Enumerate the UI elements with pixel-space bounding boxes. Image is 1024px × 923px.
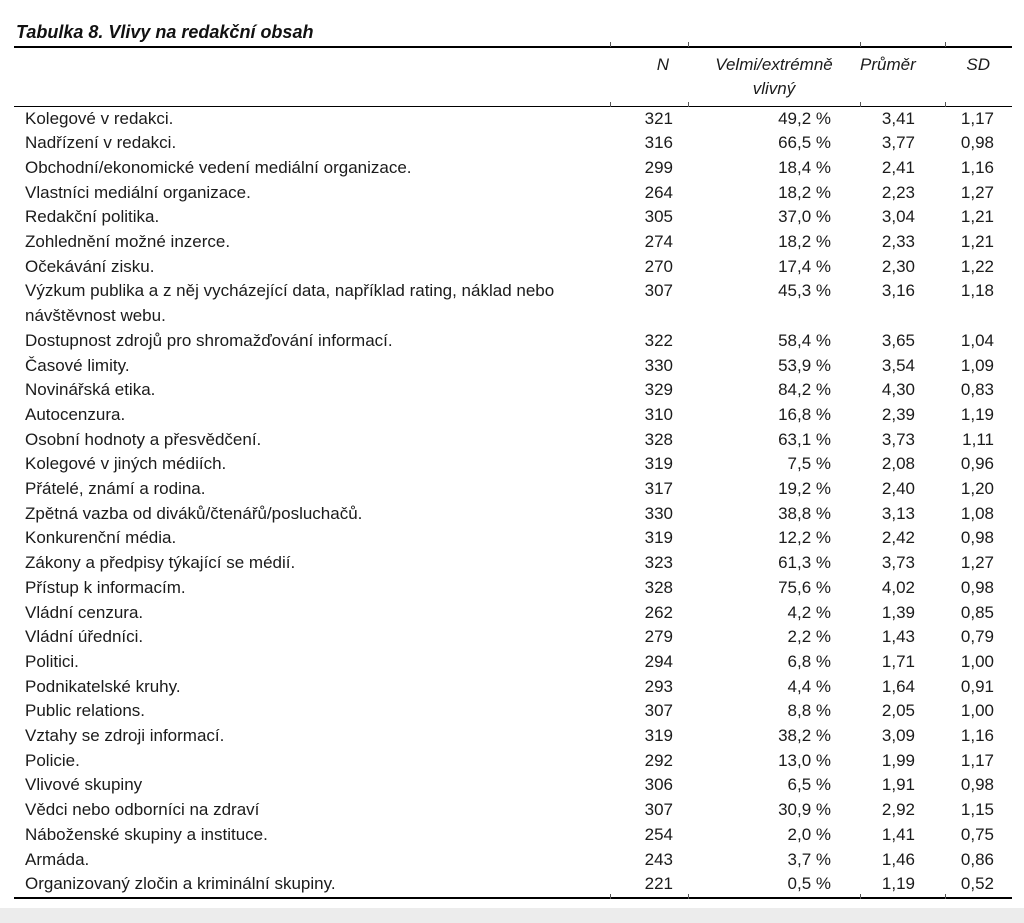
cell-influential: 6,5 % bbox=[787, 775, 831, 795]
row-label: Přístup k informacím. bbox=[25, 577, 186, 597]
table-row bbox=[14, 181, 1012, 206]
row-label: Politici. bbox=[25, 651, 79, 671]
column-boundary-tick bbox=[610, 42, 611, 47]
row-label: Vztahy se zdroji informací. bbox=[25, 726, 225, 746]
cell-mean: 2,33 bbox=[881, 232, 915, 252]
cell-influential: 18,2 % bbox=[778, 232, 831, 252]
cell-mean: 3,77 bbox=[881, 133, 915, 153]
cell-sd: 1,27 bbox=[960, 553, 994, 573]
cell-sd: 0,86 bbox=[960, 849, 994, 869]
cell-mean: 2,05 bbox=[881, 701, 915, 721]
table-row bbox=[14, 576, 1012, 601]
cell-n: 305 bbox=[644, 207, 673, 227]
cell-influential: 13,0 % bbox=[778, 750, 831, 770]
table-row bbox=[14, 378, 1012, 403]
row-label: Armáda. bbox=[25, 849, 90, 869]
cell-sd: 1,21 bbox=[960, 232, 994, 252]
cell-n: 328 bbox=[644, 577, 673, 597]
row-label: Public relations. bbox=[25, 701, 146, 721]
row-label: Organizovaný zločin a kriminální skupiny. bbox=[25, 874, 336, 894]
table-row bbox=[14, 724, 1012, 749]
cell-influential: 37,0 % bbox=[778, 207, 831, 227]
cell-mean: 2,08 bbox=[881, 454, 915, 474]
cell-sd: 1,16 bbox=[960, 726, 994, 746]
table-row bbox=[14, 798, 1012, 823]
cell-mean: 2,23 bbox=[881, 182, 915, 202]
column-boundary-tick bbox=[860, 102, 861, 107]
table-row bbox=[14, 601, 1012, 626]
cell-sd: 1,17 bbox=[960, 108, 994, 128]
row-label: Časové limity. bbox=[25, 355, 130, 375]
cell-sd: 1,00 bbox=[960, 701, 994, 721]
cell-sd: 0,98 bbox=[960, 528, 994, 548]
cell-influential: 17,4 % bbox=[778, 256, 831, 276]
cell-influential: 2,2 % bbox=[787, 627, 831, 647]
table-row bbox=[14, 848, 1012, 873]
influences-table bbox=[14, 46, 1012, 899]
cell-influential: 3,7 % bbox=[787, 849, 831, 869]
cell-sd: 1,21 bbox=[960, 207, 994, 227]
table-row bbox=[14, 625, 1012, 650]
row-label: Přátelé, známí a rodina. bbox=[25, 479, 206, 499]
row-label: Vládní cenzura. bbox=[25, 602, 144, 622]
cell-mean: 3,04 bbox=[881, 207, 915, 227]
row-label: Náboženské skupiny a instituce. bbox=[25, 824, 268, 844]
row-label: Podnikatelské kruhy. bbox=[25, 676, 181, 696]
row-label: Dostupnost zdrojů pro shromažďování informací. bbox=[25, 330, 393, 350]
column-boundary-tick bbox=[610, 102, 611, 107]
cell-n: 329 bbox=[644, 380, 673, 400]
cell-n: 270 bbox=[644, 256, 673, 276]
table-row bbox=[14, 452, 1012, 477]
cell-n: 262 bbox=[644, 602, 673, 622]
row-label: Očekávání zisku. bbox=[25, 256, 155, 276]
cell-mean: 2,42 bbox=[881, 528, 915, 548]
row-label: Výzkum publika a z něj vycházející data, například rating, náklad nebo návštěvnost webu. bbox=[25, 281, 555, 326]
cell-n: 293 bbox=[644, 676, 673, 696]
cell-sd: 1,09 bbox=[960, 355, 994, 375]
cell-sd: 0,98 bbox=[960, 133, 994, 153]
table-row bbox=[14, 526, 1012, 551]
cell-influential: 16,8 % bbox=[778, 404, 831, 424]
column-boundary-tick bbox=[945, 42, 946, 47]
table-row bbox=[14, 255, 1012, 280]
cell-sd: 1,16 bbox=[960, 157, 994, 177]
cell-n: 328 bbox=[644, 429, 673, 449]
cell-influential: 58,4 % bbox=[778, 330, 831, 350]
cell-influential: 8,8 % bbox=[787, 701, 831, 721]
cell-n: 279 bbox=[644, 627, 673, 647]
column-boundary-tick bbox=[945, 102, 946, 107]
cell-sd: 0,75 bbox=[960, 824, 994, 844]
cell-influential: 66,5 % bbox=[778, 133, 831, 153]
table-row bbox=[14, 823, 1012, 848]
cell-sd: 1,18 bbox=[960, 281, 994, 301]
row-label: Zpětná vazba od diváků/čtenářů/posluchačů. bbox=[25, 503, 363, 523]
header-row bbox=[14, 47, 1012, 106]
cell-mean: 2,30 bbox=[881, 256, 915, 276]
table-row bbox=[14, 156, 1012, 181]
cell-n: 307 bbox=[644, 281, 673, 301]
cell-mean: 3,13 bbox=[881, 503, 915, 523]
table-row bbox=[14, 403, 1012, 428]
col-header-empty bbox=[14, 47, 610, 106]
cell-n: 322 bbox=[644, 330, 673, 350]
cell-sd: 1,08 bbox=[960, 503, 994, 523]
cell-n: 264 bbox=[644, 182, 673, 202]
column-boundary-tick bbox=[688, 894, 689, 899]
cell-sd: 1,11 bbox=[962, 429, 994, 449]
cell-n: 294 bbox=[644, 651, 673, 671]
table-row bbox=[14, 477, 1012, 502]
cell-mean: 2,39 bbox=[881, 404, 915, 424]
cell-n: 274 bbox=[644, 232, 673, 252]
cell-n: 330 bbox=[644, 503, 673, 523]
table-row bbox=[14, 551, 1012, 576]
cell-n: 243 bbox=[644, 849, 673, 869]
cell-influential: 18,4 % bbox=[778, 157, 831, 177]
row-label: Zohlednění možné inzerce. bbox=[25, 232, 231, 252]
column-boundary-tick bbox=[860, 894, 861, 899]
row-label: Zákony a předpisy týkající se médií. bbox=[25, 553, 296, 573]
cell-n: 319 bbox=[644, 726, 673, 746]
cell-mean: 2,40 bbox=[881, 479, 915, 499]
col-header-sd: SD bbox=[945, 47, 1012, 106]
cell-influential: 6,8 % bbox=[787, 651, 831, 671]
cell-n: 330 bbox=[644, 355, 673, 375]
page-bottom-band bbox=[0, 908, 1024, 923]
cell-influential: 0,5 % bbox=[787, 874, 831, 894]
cell-sd: 0,91 bbox=[960, 676, 994, 696]
cell-sd: 0,83 bbox=[960, 380, 994, 400]
cell-mean: 1,99 bbox=[881, 750, 915, 770]
table-row bbox=[14, 329, 1012, 354]
table-title: Tabulka 8. Vlivy na redakční obsah bbox=[16, 22, 314, 42]
cell-mean: 3,16 bbox=[881, 281, 915, 301]
row-label: Vědci nebo odborníci na zdraví bbox=[25, 800, 260, 820]
cell-mean: 3,73 bbox=[881, 553, 915, 573]
cell-mean: 3,41 bbox=[881, 108, 915, 128]
table-row bbox=[14, 749, 1012, 774]
cell-mean: 1,71 bbox=[881, 651, 915, 671]
cell-influential: 84,2 % bbox=[778, 380, 831, 400]
cell-n: 307 bbox=[644, 701, 673, 721]
cell-sd: 1,22 bbox=[960, 256, 994, 276]
cell-n: 319 bbox=[644, 454, 673, 474]
cell-mean: 3,73 bbox=[881, 429, 915, 449]
cell-sd: 1,17 bbox=[960, 750, 994, 770]
row-label: Kolegové v jiných médiích. bbox=[25, 454, 227, 474]
table-row bbox=[14, 354, 1012, 379]
row-label: Obchodní/ekonomické vedení mediální organizace. bbox=[25, 157, 412, 177]
cell-sd: 1,04 bbox=[960, 330, 994, 350]
table-row bbox=[14, 230, 1012, 255]
cell-influential: 4,2 % bbox=[787, 602, 831, 622]
cell-sd: 0,96 bbox=[960, 454, 994, 474]
cell-mean: 4,30 bbox=[881, 380, 915, 400]
cell-n: 319 bbox=[644, 528, 673, 548]
col-header-mean: Průměr bbox=[860, 47, 945, 106]
cell-mean: 4,02 bbox=[881, 577, 915, 597]
cell-mean: 1,91 bbox=[881, 775, 915, 795]
table-row bbox=[14, 106, 1012, 131]
cell-influential: 38,8 % bbox=[778, 503, 831, 523]
cell-mean: 3,65 bbox=[881, 330, 915, 350]
cell-sd: 0,79 bbox=[960, 627, 994, 647]
row-label: Nadřízení v redakci. bbox=[25, 133, 177, 153]
table-body bbox=[14, 106, 1012, 898]
table-row bbox=[14, 131, 1012, 156]
row-label: Policie. bbox=[25, 750, 80, 770]
cell-influential: 30,9 % bbox=[778, 800, 831, 820]
col-header-influential-label: Velmi/extrémně vlivný bbox=[715, 55, 833, 98]
table-header bbox=[14, 47, 1012, 106]
table-row bbox=[14, 872, 1012, 898]
row-label: Kolegové v redakci. bbox=[25, 108, 174, 128]
table-row bbox=[14, 773, 1012, 798]
cell-influential: 2,0 % bbox=[787, 824, 831, 844]
cell-n: 292 bbox=[644, 750, 673, 770]
cell-n: 321 bbox=[644, 108, 673, 128]
cell-influential: 18,2 % bbox=[778, 182, 831, 202]
table-row bbox=[14, 699, 1012, 724]
cell-influential: 4,4 % bbox=[787, 676, 831, 696]
cell-sd: 0,85 bbox=[960, 602, 994, 622]
cell-influential: 49,2 % bbox=[778, 108, 831, 128]
cell-sd: 0,98 bbox=[960, 577, 994, 597]
cell-n: 316 bbox=[644, 133, 673, 153]
table-container bbox=[14, 46, 1012, 899]
row-label: Autocenzura. bbox=[25, 404, 126, 424]
column-boundary-tick bbox=[688, 42, 689, 47]
cell-mean: 2,92 bbox=[881, 800, 915, 820]
row-label: Konkurenční média. bbox=[25, 528, 177, 548]
cell-influential: 61,3 % bbox=[778, 553, 831, 573]
cell-n: 221 bbox=[644, 874, 673, 894]
cell-mean: 2,41 bbox=[881, 157, 915, 177]
table-row bbox=[14, 428, 1012, 453]
column-boundary-tick bbox=[610, 894, 611, 899]
table-row bbox=[14, 650, 1012, 675]
cell-mean: 1,46 bbox=[881, 849, 915, 869]
col-header-n: N bbox=[610, 47, 688, 106]
table-row bbox=[14, 279, 1012, 328]
table-row bbox=[14, 502, 1012, 527]
row-label: Novinářská etika. bbox=[25, 380, 156, 400]
cell-mean: 3,54 bbox=[881, 355, 915, 375]
cell-mean: 1,64 bbox=[881, 676, 915, 696]
cell-influential: 53,9 % bbox=[778, 355, 831, 375]
cell-mean: 1,39 bbox=[881, 602, 915, 622]
column-boundary-tick bbox=[945, 894, 946, 899]
cell-sd: 1,00 bbox=[960, 651, 994, 671]
cell-n: 323 bbox=[644, 553, 673, 573]
cell-n: 307 bbox=[644, 800, 673, 820]
cell-influential: 45,3 % bbox=[778, 281, 831, 301]
cell-sd: 1,15 bbox=[960, 800, 994, 820]
col-header-influential bbox=[688, 47, 860, 106]
cell-influential: 63,1 % bbox=[778, 429, 831, 449]
cell-n: 306 bbox=[644, 775, 673, 795]
cell-sd: 1,27 bbox=[960, 182, 994, 202]
row-label: Vlastníci mediální organizace. bbox=[25, 182, 251, 202]
cell-mean: 1,19 bbox=[881, 874, 915, 894]
cell-sd: 0,52 bbox=[960, 874, 994, 894]
cell-sd: 1,20 bbox=[960, 479, 994, 499]
cell-influential: 12,2 % bbox=[778, 528, 831, 548]
column-boundary-tick bbox=[688, 102, 689, 107]
cell-sd: 1,19 bbox=[960, 404, 994, 424]
row-label: Redakční politika. bbox=[25, 207, 160, 227]
table-row bbox=[14, 675, 1012, 700]
cell-influential: 75,6 % bbox=[778, 577, 831, 597]
cell-n: 299 bbox=[644, 157, 673, 177]
row-label: Osobní hodnoty a přesvědčení. bbox=[25, 429, 262, 449]
row-label: Vládní úředníci. bbox=[25, 627, 144, 647]
cell-n: 310 bbox=[644, 404, 673, 424]
cell-mean: 3,09 bbox=[881, 726, 915, 746]
cell-influential: 38,2 % bbox=[778, 726, 831, 746]
cell-n: 254 bbox=[644, 824, 673, 844]
cell-influential: 7,5 % bbox=[787, 454, 831, 474]
cell-mean: 1,43 bbox=[881, 627, 915, 647]
cell-mean: 1,41 bbox=[881, 824, 915, 844]
cell-sd: 0,98 bbox=[960, 775, 994, 795]
cell-influential: 19,2 % bbox=[778, 479, 831, 499]
row-label: Vlivové skupiny bbox=[25, 775, 143, 795]
column-boundary-tick bbox=[860, 42, 861, 47]
cell-n: 317 bbox=[644, 479, 673, 499]
table-row bbox=[14, 205, 1012, 230]
